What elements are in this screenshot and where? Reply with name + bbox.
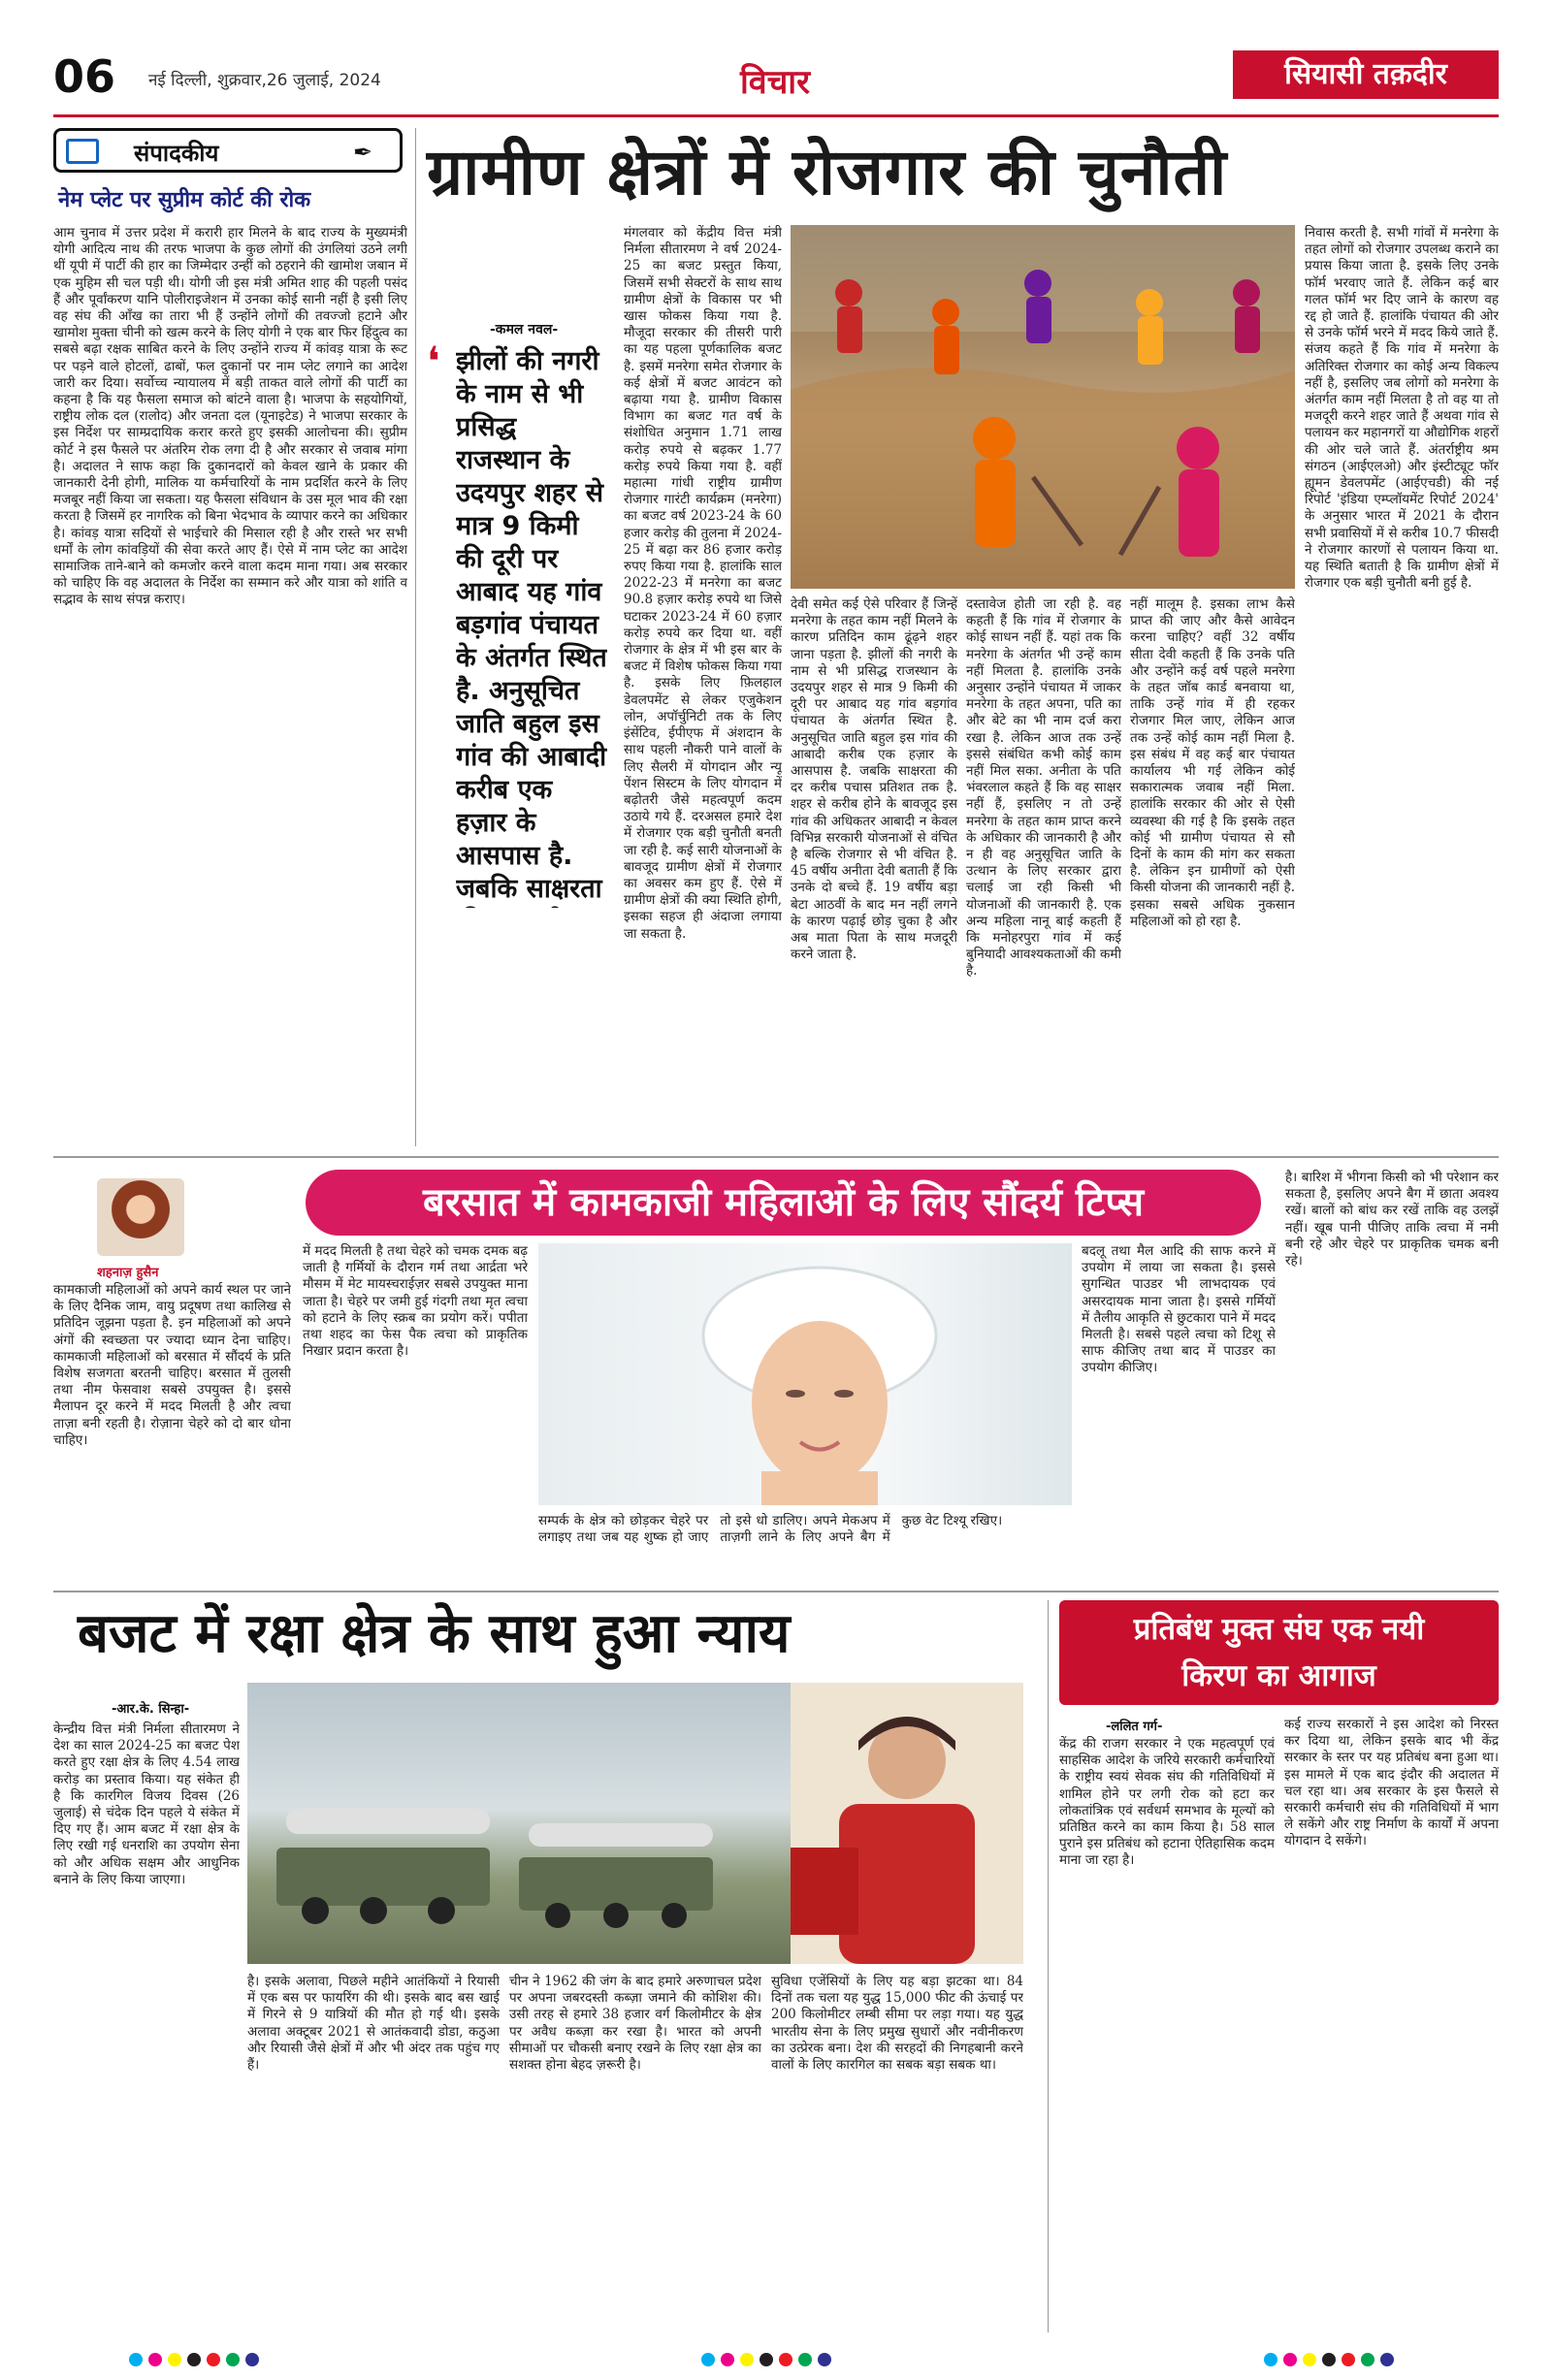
column-name-banner	[1233, 50, 1499, 99]
beauty-col-1: कामकाजी महिलाओं को अपने कार्य स्थल पर जाने के लिए दैनिक जाम, वायु प्रदूषण तथा कालिख से प्रतिदिन जूझना पड़ता है. इन महिलाओं को अपने अंगों की स्वच्छता पर ज्यादा ध्यान देना चाहिए। कामकाजी महिलाओं को बरसात में सौंदर्य के प्रति विशेष सजगता बरतनी चाहिए। बरसात में तुलसी तथा नीम फेसवाश सबसे उपयुक्त है। इससे मैलापन दूर करने में मदद मिलती है और त्वचा ताज़ा बनी रहती है। रोज़ाना चेहरे को दो बार धोना चाहिए।	[53, 1282, 291, 1448]
defence-col-1: केन्द्रीय वित्त मंत्री निर्मला सीतारमण ने देश का साल 2024-25 का बजट पेश करते हुए रक्षा क्षेत्र के लिए 4.54 लाख करोड़ का प्रस्ताव किया। यह संकेत ही है कि कारगिल विजय दिवस (26 जुलाई) से चंदेक दिन पहले ये संकेत में दिए गए हैं। आम बजट में रक्षा क्षेत्र के लिए रखी गई धनराशि का उपयोग सेना को और अधिक सक्षम और आधुनिक बनाने के लिए किया जाएगा।	[53, 1721, 240, 1887]
missile-parade-illustration	[247, 1683, 1023, 1964]
main-byline: -कमल नवल-	[490, 322, 559, 338]
editorial-body: आम चुनाव में उत्तर प्रदेश में करारी हार मिलने के बाद राज्य के मुख्यमंत्री योगी आदित्य नाथ की तरफ भाजपा के कुछ लोगों की उंगलियां उठने लगी थीं यूपी में पार्टी की हार का जिम्मेदार उन्हीं को ठहराने की खामोश जबान में एक मुहिम सी चल पड़ी थी। योगी जी इस मंत्री अमित शाह की पहली पसंद हैं और पूर्वांकरण यानि पोलीराइजेशन में उनका कोई सानी नहीं है इसी लिए वह संघ की आँख का तारा भी हैं उन्होंने लोगों की तवज्जो हटाने और खामोश मुक्ता चीनी को खत्म करने के लिए योगी ने एक बार फिर हिंदुत्व का सबसे बढ़ा रक्षक साबित करने के लिए उन्होंने राज्य में कांवड़ यात्रा के रूट पर पड़ने वाले होटलों, ढाबों, फल दुकानों पर नाम प्लेट लगाने का आदेश जारी कर दिया। सर्वोच्च न्यायालय में बड़ी ताकत वाले लोगों की पार्टी का कहना है कि यह फैसला समाज को बांटने वाला है। भाजपा के सहयोगियों, राष्ट्रीय लोक दल (रालोद) और जनता दल (यूनाइटेड) ने भाजपा सरकार के इस निर्देश पर साम्प्रदायिक करार करते हुए इसकी आलोचना की। सुप्रीम कोर्ट ने इस फैसले पर अंतरिम रोक लगा दी है और सरकार से जवाब मांगा है। अदालत ने साफ कहा कि दुकानदारों को केवल खाने के प्रकार की जानकारी देनी होगी, मालिक या कर्मचारियों के नाम प्रदर्शित करने के लिए मजबूर नहीं किया जा सकता। यह फैसला संविधान के उस मूल भाव की रक्षा करता है जिसमें हर नागरिक को बिना भेदभाव के व्यापार करने का अधिकार है। कांवड़ यात्रा सदियों से भाईचारे की मिसाल रही है और रास्ते भर सभी धर्मों के लोग कांवड़ियों की सेवा करते आए हैं। ऐसे में नाम प्लेट का आदेश सामाजिक ताने-बाने को कमजोर करने वाला कदम माना गया। अब सरकार को चाहिए कि वह अदालत के निर्देश का सम्मान करे और यात्रा को शांति व सद्भाव के साथ संपन्न कराए।	[53, 225, 407, 608]
beauty-headline-banner	[306, 1170, 1261, 1236]
beauty-headline: बरसात में कामकाजी महिलाओं के लिए सौंदर्य टिप्स	[422, 1180, 1145, 1225]
rss-col-2: कई राज्य सरकारों ने इस आदेश को निरस्त कर दिया था, लेकिन इसके बाद भी केंद्र सरकार के स्तर पर यह प्रतिबंध बना हुआ था। इस मामले में एक बाद इंदौर की अदालत में चल रहा था। अब सरकार के इस फैसले से सरकारी कर्मचारी संघ की गतिविधियों में भाग ले सकेंगे और राष्ट्र निर्माण के कार्यों में अपना योगदान दे सकेंगे।	[1284, 1717, 1499, 1849]
defence-col-2: है। इसके अलावा, पिछले महीने आतंकियों ने रियासी में एक बस पर फायरिंग की थी। इसके बाद बस खाई में गिरने से 9 यात्रियों की मौत हो गई थी। इसके अलावा अक्टूबर 2021 से आतंकवादी डोडा, कठुआ और रियासी जैसे क्षेत्रों में और भी अंदर तक पहुंच गए हैं।	[247, 1974, 500, 2074]
section-rule-1	[53, 1156, 1499, 1158]
defence-col-4-cont: सुविधा एजेंसियों के लिए यह बड़ा झटका था। 84 दिनों तक चला यह युद्ध 15,000 फीट की ऊंचाई पर 200 किलोमीटर लम्बी सीमा पर लड़ा गया। यह युद्ध भारतीय सेना के लिए प्रमुख सुधारों और नवीनीकरण का उत्प्रेरक बना। देश की सरहदों की निगहबानी करने वालों के लिए कारगिल का सबक बड़ा सबक था।	[771, 1974, 1023, 2074]
color-mark	[1361, 2353, 1374, 2366]
rss-headline-banner	[1059, 1600, 1499, 1705]
footer-color-bar-center	[698, 2352, 834, 2370]
pen-icon: ✒	[353, 139, 373, 166]
beauty-col-4: बदलू तथा मैल आदि की साफ करने में उपयोग में लाया जा सकता है। इससे सुगन्धित पाउडर भी लाभदायक एवं असरदायक माना जाता है। इससे गर्मियों में तैलीय आकृति से छुटकारा पाने में मदद मिलती है। सबसे पहले त्वचा को टिशू से साफ कीजिए तथा बाद में पाउडर का उपयोग कीजिए।	[1082, 1243, 1276, 1376]
defence-photo	[247, 1683, 1023, 1964]
main-headline: ग्रामीण क्षेत्रों में रोजगार की चुनौती	[427, 135, 1228, 209]
editorial-label-box	[53, 128, 403, 173]
color-mark	[1303, 2353, 1316, 2366]
color-mark	[168, 2353, 181, 2366]
village-women-photo	[791, 225, 1295, 589]
main-col-5: निवास करती है. सभी गांवों में मनरेगा के तहत लोगों को रोजगार उपलब्ध कराने का प्रयास किया जाता है. इसके लिए उनके फॉर्म भरवाए जाते हैं. लेकिन कई बार गलत फॉर्म भर दिए जाने के कारण वह रद्द हो जाते हैं. हालांकि पंचायत की ओर से उनके फॉर्म भरने में मदद किये जाते हैं. संजय कहते हैं कि गांव में मनरेगा के अतिरिक्त रोजगार का कोई अन्य विकल्प नहीं है, इसलिए जब लोगों को मनरेगा के अंतर्गत काम नहीं मिलता है तो वह या तो मजदूरी करने शहर जाते हैं अथवा गांव से पलायन कर महानगरों या औद्योगिक शहरों की ओर चले जाते हैं. अंतर्राष्ट्रीय श्रम संगठन (आईएलओ) और इंस्टीट्यूट फॉर ह्यूमन डेवलपमेंट (आईएचडी) की नई रिपोर्ट 'इंडिया एम्प्लॉयमेंट रिपोर्ट 2024' के अनुसार भारत में 2021 के दौरान सभी प्रवासियों में से करीब 10.7 फीसदी ने रोजगार कारणों से पलायन किया था. यह स्थिति बताती है कि ग्रामीण क्षेत्रों में रोजगार एक बड़ी चुनौती बनी हुई है.	[1305, 225, 1499, 592]
color-mark	[1322, 2353, 1336, 2366]
defence-byline: -आर.के. सिन्हा-	[112, 1702, 190, 1717]
rss-byline: -ललित गर्ग-	[1106, 1720, 1163, 1734]
color-mark	[1342, 2353, 1355, 2366]
woman-towel-photo	[538, 1243, 1072, 1505]
footer-color-bar-left	[126, 2352, 262, 2370]
color-mark	[1264, 2353, 1277, 2366]
page-header	[53, 50, 1499, 109]
color-mark	[187, 2353, 201, 2366]
color-mark	[148, 2353, 162, 2366]
main-col-4: नहीं मालूम है. इसका लाभ कैसे प्राप्त की जाए और कैसे आवेदन करना चाहिए? वहीं 32 वर्षीय सीता देवी कहती हैं कि उनके पति और उन्होंने कई वर्ष पहले मनरेगा के तहत जॉब कार्ड बनवाया था, ताकि उन्हें गांव में ही रहकर रोजगार मिल जाए, लेकिन आज तक उन्हें कोई काम नहीं मिला है. इस संबंध में वह कई बार पंचायत कार्यालय भी गई लेकिन कोई सकारात्मक जवाब नहीं मिला. हालांकि सरकार की ओर से ऐसी व्यवस्था की गई है कि इसके तहत कोई भी ग्रामीण पंचायत से सौ दिनों के काम की मांग कर सकता है. लेकिन इन ग्रामीणों को ऐसी किसी योजना की जानकारी नहीं है. इसका सबसे अधिक नुकसान महिलाओं को हो रहा है.	[1130, 596, 1295, 929]
author-photo-shahnaz	[97, 1178, 184, 1256]
color-mark	[226, 2353, 240, 2366]
editorial-label: संपादकीय	[134, 140, 219, 167]
color-mark	[740, 2353, 754, 2366]
rss-col-1: केंद्र की राजग सरकार ने एक महत्वपूर्ण एवं साहसिक आदेश के जरिये सरकारी कर्मचारियों के राष्ट्रीय स्वयं सेवक संघ की गतिविधियों में शामिल होने पर लगी रोक को हटा कर लोकतांत्रिक एवं सर्वधर्म समभाव के मूल्यों को प्रतिष्ठित करने का काम किया है। 58 साल पुराने इस प्रतिबंध को हटाना ऐतिहासिक कदम माना जा रहा है।	[1059, 1736, 1275, 1869]
beauty-col-6: है। बारिश में भीगना किसी को भी परेशान कर सकता है, इसलिए अपने बैग में छाता अवश्य रखें। बालों को बांध कर रखें ताकि वह उलझें नहीं। खूब पानी पीजिए ताकि त्वचा में नमी बनी रहे और चेहरे पर प्राकृतिक चमक बनी रहे।	[1285, 1170, 1499, 1270]
woman-face-illustration	[538, 1243, 1072, 1505]
beauty-col-2: में मदद मिलती है तथा चेहरे को चमक दमक बढ़ जाती है गर्मियों के दौरान गर्म तथा आर्द्रता भरे मौसम में मेट मायस्चराईज़र सबसे उपयुक्त माना जाता है। चेहरे पर जमी हुई गंदगी तथा मृत त्वचा को हटाने के लिए स्क्रब का प्रयोग करें। पपीता तथा शहद का फेस पैक त्वचा को प्राकृतिक निखार प्रदान करता है।	[303, 1243, 528, 1360]
section-name: विचार	[740, 63, 811, 102]
rss-headline-line-2: किरण का आगाज	[1181, 1658, 1376, 1693]
section-rule-2	[53, 1591, 1499, 1592]
main-col-1: मंगलवार को केंद्रीय वित्त मंत्री निर्मला सीतारमण ने वर्ष 2024-25 का बजट प्रस्तुत किया, जिसमें सभी सेक्टरों के साथ साथ ग्रामीण क्षेत्रों के विकास पर भी खास फोकस किया गया है. मौजूदा सरकार की तीसरी पारी का यह पहला पूर्णकालिक बजट है. इसमें मनरेगा समेत रोजगार के कई क्षेत्रों में बजट आवंटन को बढ़ाया गया है. ग्रामीण विकास विभाग का बजट गत वर्ष के संशोधित अनुमान 1.71 लाख करोड़ रुपये से बढ़कर 1.77 करोड़ रुपये किया गया है. वहीं महात्मा गांधी राष्ट्रीय ग्रामीण रोजगार गारंटी कार्यक्रम (मनरेगा) का बजट वर्ष 2023-24 के 60 हजार करोड़ की तुलना में 2024-25 में बढ़ा कर 86 हजार करोड़ रुपए किया गया है. हालांकि साल 2022-23 में मनरेगा का बजट 90.8 हज़ार करोड़ रुपये था जिसे घटाकर 2023-24 में 60 हज़ार करोड़ रुपये कर दिया था. वहीं रोजगार के क्षेत्र में भी इस बार के बजट में विशेष फोकस किया गया है. इसके लिए फ़िलहाल डेवलपमेंट से लेकर एजुकेशन लोन, अपॉर्चुनिटी तक के लिए इंसेंटिव, ईपीएफ में अंशदान के साथ पहली नौकरी पाने वालों के लिए सैलरी में योगदान और न्यू पेंशन सिस्टम के लिए योगदान में बढ़ोतरी जैसे महत्वपूर्ण कदम उठाये गये हैं. दरअसल हमारे देश में रोजगार एक बड़ी चुनौती बनती जा रही है. कई सारी योजनाओं के बावजूद ग्रामीण क्षेत्रों में रोजगार का अवसर कम हुए हैं. ऐसे में ग्रामीण क्षेत्रों की क्या स्थिति होगी, इसका सहज ही अंदाजा लगाया जा सकता है.	[624, 225, 782, 942]
footer-color-bar-right	[1261, 2352, 1397, 2370]
beauty-col-3: सम्पर्क के क्षेत्र को छोड़कर चेहरे पर लगाइए तथा जब यह शुष्क हो जाए तो इसे धो डालिए। अपने मेकअप में ताज़गी लाने के लिए अपने बैग में कुछ वेट टिश्यू रखिए।	[538, 1513, 1003, 1546]
color-mark	[818, 2353, 831, 2366]
column-divider-2	[1048, 1600, 1049, 2332]
defence-headline: बजट में रक्षा क्षेत्र के साथ हुआ न्याय	[78, 1602, 791, 1665]
main-col-2: देवी समेत कई ऐसे परिवार हैं जिन्हें मनरेगा के तहत काम नहीं मिलने के कारण प्रतिदिन काम ढूंढ़ने शहर जाना पड़ता है. झीलों की नगरी के नाम से भी प्रसिद्ध राजस्थान के उदयपुर शहर से मात्र 9 किमी की दूरी पर आबाद यह गांव बड़गांव पंचायत के अंतर्गत स्थित है. अनुसूचित जाति बहुल इस गांव की आबादी करीब एक हज़ार के आसपास है. जबकि साक्षरता की दर करीब पचास प्रतिशत तक है. शहर से करीब होने के बावजूद इस गांव की अधिकतर आबादी न केवल विभिन्न सरकारी योजनाओं से वंचित है बल्कि रोजगार से भी वंचित है. 45 वर्षीय अनीता देवी बताती हैं कि उनके दो बच्चे हैं. 19 वर्षीय बड़ा बेटा आठवीं के बाद मन नहीं लगने के कारण पढ़ाई छोड़ चुका है और अब माता पिता के साथ मजदूरी करने जाता है.	[791, 596, 957, 963]
defence-col-3: चीन ने 1962 की जंग के बाद हमारे अरुणाचल प्रदेश पर अपना जबरदस्ती कब्ज़ा जमाने की कोशिश की। उसी तरह से हमारे 38 हजार वर्ग किलोमीटर के क्षेत्र पर अवैध कब्ज़ा कर रखा है। भारत को अपनी सीमाओं पर चौकसी बनाए रखने के लिए रक्षा क्षेत्र का सशक्त होना बेहद ज़रूरी है।	[509, 1974, 761, 2074]
women-digging-illustration	[791, 225, 1295, 589]
quote-mark-icon: ❛	[427, 338, 440, 385]
page-number: 06	[53, 50, 116, 103]
pull-quote: झीलों की नगरी के नाम से भी प्रसिद्ध राजस्थान के उदयपुर शहर से मात्र 9 किमी की दूरी पर आबाद यह गांव बड़गांव पंचायत के अंतर्गत स्थित है. अनुसूचित जाति बहुल इस गांव की आबादी करीब एक हज़ार के आसपास है. जबकि साक्षरता	[456, 346, 607, 904]
beauty-author: शहनाज़ हुसैन	[97, 1266, 159, 1280]
header-rule	[53, 114, 1499, 117]
color-mark	[760, 2353, 773, 2366]
color-mark	[798, 2353, 812, 2366]
color-mark	[779, 2353, 792, 2366]
column-divider	[415, 128, 416, 1146]
color-mark	[1283, 2353, 1297, 2366]
date-line: नई दिल्ली, शुक्रवार,26 जुलाई, 2024	[148, 71, 381, 90]
color-mark	[245, 2353, 259, 2366]
editorial-checkbox-icon	[66, 139, 99, 164]
editorial-title: नेम प्लेट पर सुप्रीम कोर्ट की रोक	[58, 188, 311, 212]
color-mark	[129, 2353, 143, 2366]
color-mark	[721, 2353, 734, 2366]
color-mark	[1380, 2353, 1394, 2366]
column-name: सियासी तक़दीर	[1284, 57, 1447, 91]
color-mark	[701, 2353, 715, 2366]
color-mark	[207, 2353, 220, 2366]
rss-headline-line-1: प्रतिबंध मुक्त संघ एक नयी	[1133, 1612, 1425, 1647]
main-col-3: दस्तावेज होती जा रही है. वह कहती हैं कि गांव में रोजगार के कोई साधन नहीं हैं. यहां तक कि मनरेगा के अंतर्गत भी उन्हें काम नहीं मिलता है. हालांकि उनके अनुसार उन्होंने पंचायत में जाकर मनरेगा के तहत अपना, पति का और बेटे का भी नाम दर्ज करा रखा है. लेकिन आज तक उन्हें इससे संबंधित कभी कोई काम नहीं मिल सका. अनीता के पति भंवरलाल कहते हैं कि वह साक्षर नहीं हैं, इसलिए न तो उन्हें मनरेगा के तहत काम प्राप्त करने के अधिकार की जानकारी है और न ही वह अनुसूचित जाति के उत्थान के लिए सरकार द्वारा चलाई जा रही किसी भी योजनाओं की जानकारी है. एक अन्य महिला नानू बाई कहती हैं कि मनोहरपुरा गांव में कई बुनियादी आवश्यकताओं की कमी है.	[966, 596, 1121, 980]
